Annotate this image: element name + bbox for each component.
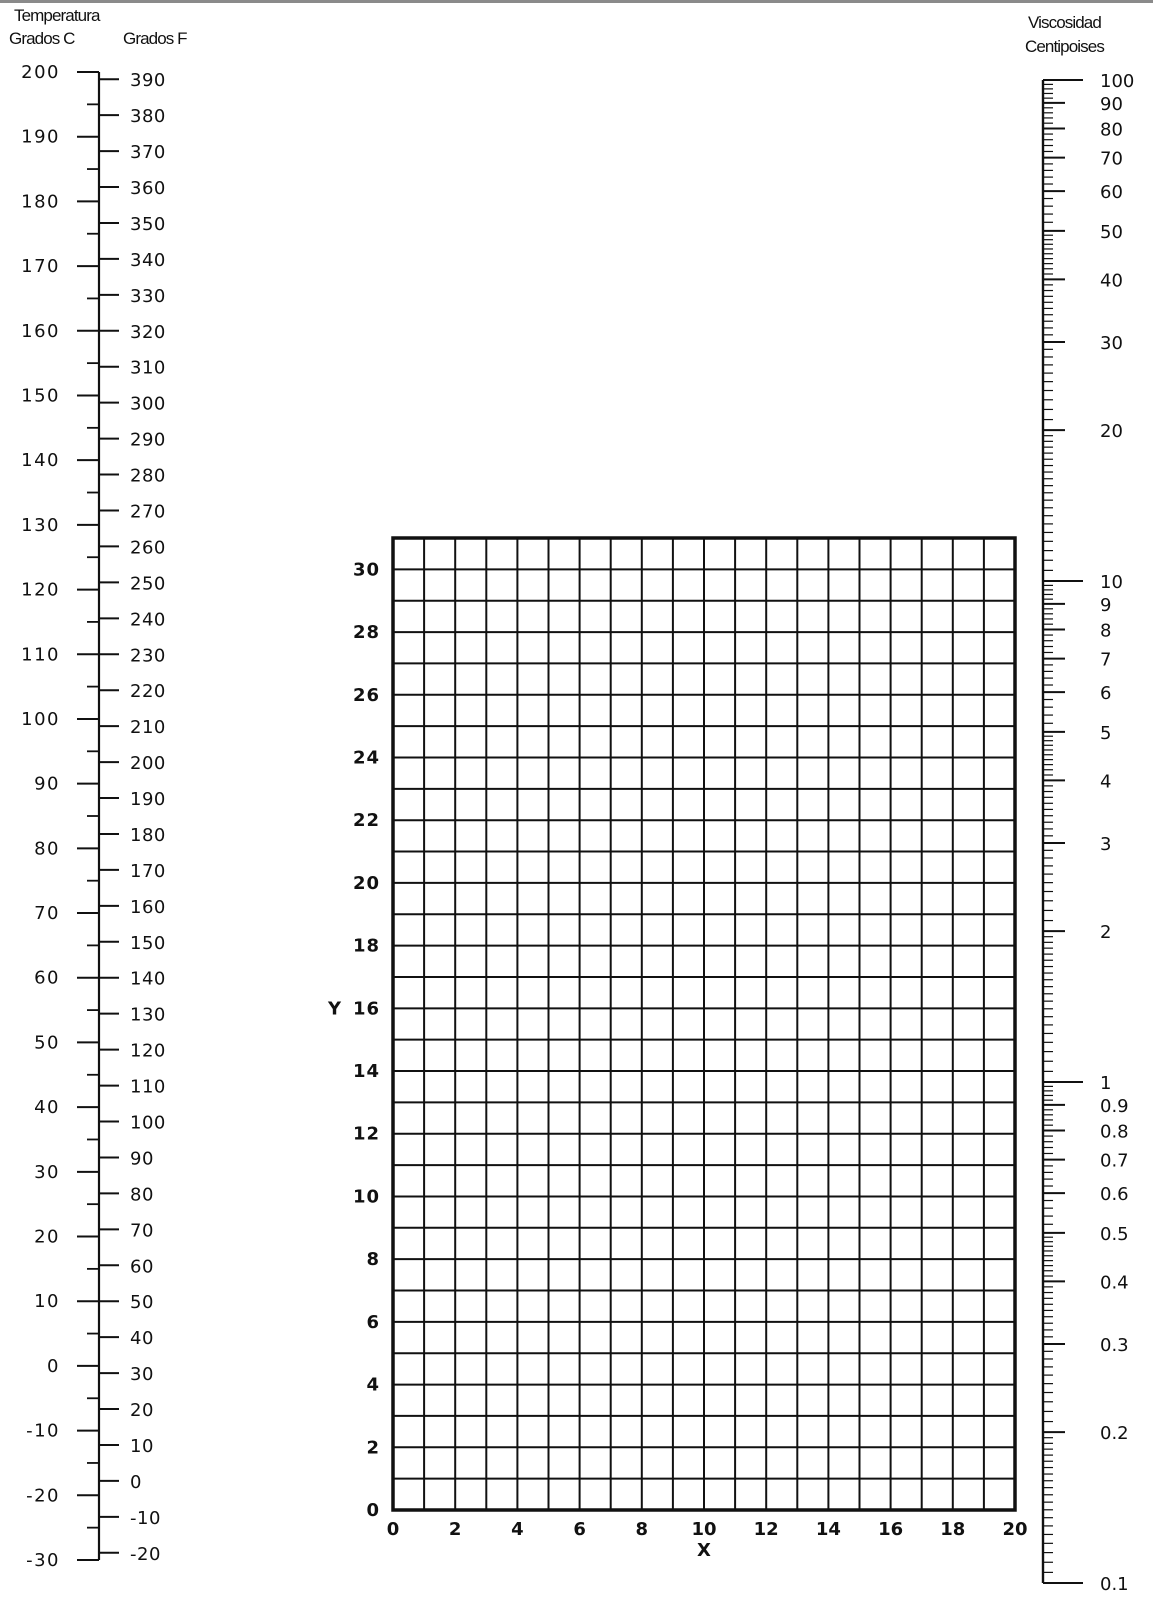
x-tick-label: 18 [940, 1519, 966, 1540]
viscosity-tick-label: 100 [1100, 71, 1135, 92]
viscosity-title: Viscosidad [1028, 13, 1101, 32]
celsius-tick-label: 200 [21, 62, 60, 83]
y-tick-label: 16 [352, 998, 380, 1020]
celsius-tick-label: 130 [21, 514, 60, 536]
y-tick-label: 26 [352, 684, 380, 706]
xy-grid-chart [327, 538, 1028, 1561]
viscosity-tick-label: 1 [1100, 1073, 1112, 1094]
viscosity-tick-label: 2 [1100, 922, 1112, 944]
viscosity-tick-label: 30 [1100, 332, 1123, 354]
y-tick-label: 10 [352, 1186, 380, 1208]
y-tick-label: 18 [352, 935, 380, 957]
viscosity-tick-label: 0.9 [1100, 1095, 1129, 1117]
fahrenheit-tick-label: 130 [130, 1004, 166, 1026]
y-tick-label: 0 [366, 1500, 380, 1521]
viscosity-tick-label: 0.7 [1100, 1150, 1129, 1172]
fahrenheit-tick-label: 40 [130, 1328, 154, 1350]
x-tick-label: 8 [635, 1519, 649, 1540]
fahrenheit-tick-label: 340 [130, 249, 166, 271]
fahrenheit-tick-label: 80 [130, 1184, 154, 1206]
celsius-tick-label: 70 [34, 903, 60, 925]
fahrenheit-tick-label: 330 [130, 285, 166, 307]
viscosity-tick-label: 90 [1100, 93, 1123, 115]
x-tick-label: 20 [1002, 1519, 1028, 1540]
fahrenheit-tick-label: 180 [130, 824, 166, 846]
viscosity-tick-label: 10 [1100, 572, 1123, 593]
fahrenheit-tick-label: -20 [130, 1543, 161, 1565]
x-axis-label: X [697, 1540, 711, 1561]
temperature-title: Temperatura [14, 6, 100, 25]
viscosity-tick-label: 0.4 [1100, 1272, 1129, 1294]
celsius-tick-label: 190 [21, 126, 60, 148]
fahrenheit-tick-label: 140 [130, 968, 166, 990]
y-tick-label: 4 [366, 1374, 380, 1396]
x-tick-label: 10 [691, 1519, 717, 1540]
celsius-tick-label: 80 [34, 838, 60, 860]
viscosity-tick-label: 0.3 [1100, 1334, 1129, 1356]
y-tick-label: 8 [366, 1249, 380, 1271]
fahrenheit-tick-label: 150 [130, 932, 166, 954]
viscosity-tick-label: 70 [1100, 148, 1123, 170]
y-tick-label: 14 [352, 1061, 380, 1083]
celsius-tick-label: 50 [34, 1032, 60, 1054]
viscosity-scale [1043, 71, 1134, 1595]
celsius-tick-label: -30 [26, 1550, 60, 1571]
fahrenheit-label: Grados F [123, 29, 187, 48]
viscosity-tick-label: 40 [1100, 270, 1123, 292]
celsius-tick-label: 140 [21, 450, 60, 472]
viscosity-tick-label: 80 [1100, 119, 1123, 141]
viscosity-tick-label: 20 [1100, 421, 1123, 443]
fahrenheit-tick-label: 200 [130, 753, 166, 775]
celsius-tick-label: 160 [21, 320, 60, 342]
fahrenheit-tick-label: 360 [130, 178, 166, 200]
fahrenheit-tick-label: 220 [130, 681, 166, 703]
fahrenheit-tick-label: 310 [130, 357, 166, 379]
celsius-tick-label: -20 [26, 1485, 60, 1507]
y-tick-label: 6 [366, 1311, 380, 1333]
fahrenheit-tick-label: 170 [130, 860, 166, 882]
fahrenheit-tick-label: 280 [130, 465, 166, 487]
x-tick-label: 14 [815, 1519, 841, 1540]
fahrenheit-tick-label: 60 [130, 1256, 154, 1278]
x-tick-label: 16 [878, 1519, 904, 1540]
celsius-tick-label: 0 [47, 1355, 60, 1377]
viscosity-tick-label: 9 [1100, 594, 1112, 616]
viscosity-unit-label: Centipoises [1025, 37, 1104, 56]
y-tick-label: 20 [352, 872, 380, 894]
viscosity-tick-label: 5 [1100, 722, 1112, 744]
x-tick-label: 2 [448, 1519, 462, 1540]
viscosity-tick-label: 6 [1100, 683, 1112, 705]
fahrenheit-tick-label: -10 [130, 1507, 161, 1529]
fahrenheit-tick-label: 240 [130, 609, 166, 631]
x-tick-label: 6 [573, 1519, 586, 1540]
fahrenheit-tick-label: 370 [130, 142, 166, 164]
celsius-tick-label: -10 [26, 1420, 60, 1442]
celsius-tick-label: 150 [21, 385, 60, 407]
celsius-tick-label: 170 [21, 256, 60, 278]
celsius-label: Grados C [9, 29, 75, 48]
fahrenheit-tick-label: 230 [130, 645, 166, 667]
viscosity-tick-label: 8 [1100, 620, 1112, 642]
y-tick-label: 12 [352, 1123, 380, 1145]
fahrenheit-tick-label: 300 [130, 393, 166, 415]
viscosity-tick-label: 0.1 [1100, 1574, 1129, 1595]
viscosity-tick-label: 0.6 [1100, 1184, 1129, 1206]
fahrenheit-tick-label: 350 [130, 213, 166, 235]
fahrenheit-tick-label: 190 [130, 789, 166, 811]
fahrenheit-tick-label: 30 [130, 1364, 154, 1386]
fahrenheit-tick-label: 320 [130, 321, 166, 343]
celsius-tick-label: 120 [21, 579, 60, 601]
celsius-tick-label: 20 [34, 1226, 60, 1248]
celsius-tick-label: 100 [21, 708, 60, 730]
viscosity-tick-label: 4 [1100, 771, 1112, 793]
celsius-tick-label: 10 [34, 1291, 60, 1313]
fahrenheit-tick-label: 120 [130, 1040, 166, 1062]
viscosity-tick-label: 0.2 [1100, 1423, 1129, 1445]
fahrenheit-tick-label: 70 [130, 1220, 154, 1242]
fahrenheit-tick-label: 0 [130, 1471, 142, 1493]
viscosity-tick-label: 0.8 [1100, 1121, 1129, 1143]
celsius-tick-label: 40 [34, 1097, 60, 1119]
celsius-tick-label: 90 [34, 773, 60, 795]
y-tick-label: 28 [352, 622, 380, 644]
fahrenheit-tick-label: 10 [130, 1435, 154, 1457]
celsius-tick-label: 110 [21, 644, 60, 666]
y-tick-label: 2 [366, 1437, 380, 1459]
fahrenheit-tick-label: 270 [130, 501, 166, 523]
fahrenheit-tick-label: 210 [130, 717, 166, 739]
y-tick-label: 24 [352, 747, 380, 769]
x-tick-label: 12 [753, 1519, 779, 1540]
fahrenheit-tick-label: 90 [130, 1148, 154, 1170]
fahrenheit-tick-label: 380 [130, 106, 166, 128]
y-tick-label: 22 [352, 810, 380, 832]
x-tick-label: 0 [386, 1519, 400, 1540]
x-tick-label: 4 [511, 1519, 524, 1540]
viscosity-tick-label: 0.5 [1100, 1223, 1129, 1245]
fahrenheit-tick-label: 160 [130, 896, 166, 918]
y-tick-label: 30 [352, 559, 380, 581]
viscosity-tick-label: 50 [1100, 221, 1123, 243]
celsius-tick-label: 180 [21, 191, 60, 213]
fahrenheit-tick-label: 20 [130, 1400, 154, 1422]
celsius-tick-label: 30 [34, 1161, 60, 1183]
fahrenheit-tick-label: 290 [130, 429, 166, 451]
fahrenheit-tick-label: 110 [130, 1076, 166, 1098]
fahrenheit-tick-label: 50 [130, 1292, 154, 1314]
celsius-tick-label: 60 [34, 967, 60, 989]
viscosity-tick-label: 3 [1100, 833, 1112, 855]
fahrenheit-tick-label: 250 [130, 573, 166, 595]
viscosity-tick-label: 7 [1100, 649, 1112, 671]
temperature-scale [21, 62, 166, 1571]
fahrenheit-tick-label: 100 [130, 1112, 166, 1134]
viscosity-tick-label: 60 [1100, 182, 1123, 204]
fahrenheit-tick-label: 390 [130, 70, 166, 92]
y-axis-label: Y [327, 998, 341, 1020]
fahrenheit-tick-label: 260 [130, 537, 166, 559]
